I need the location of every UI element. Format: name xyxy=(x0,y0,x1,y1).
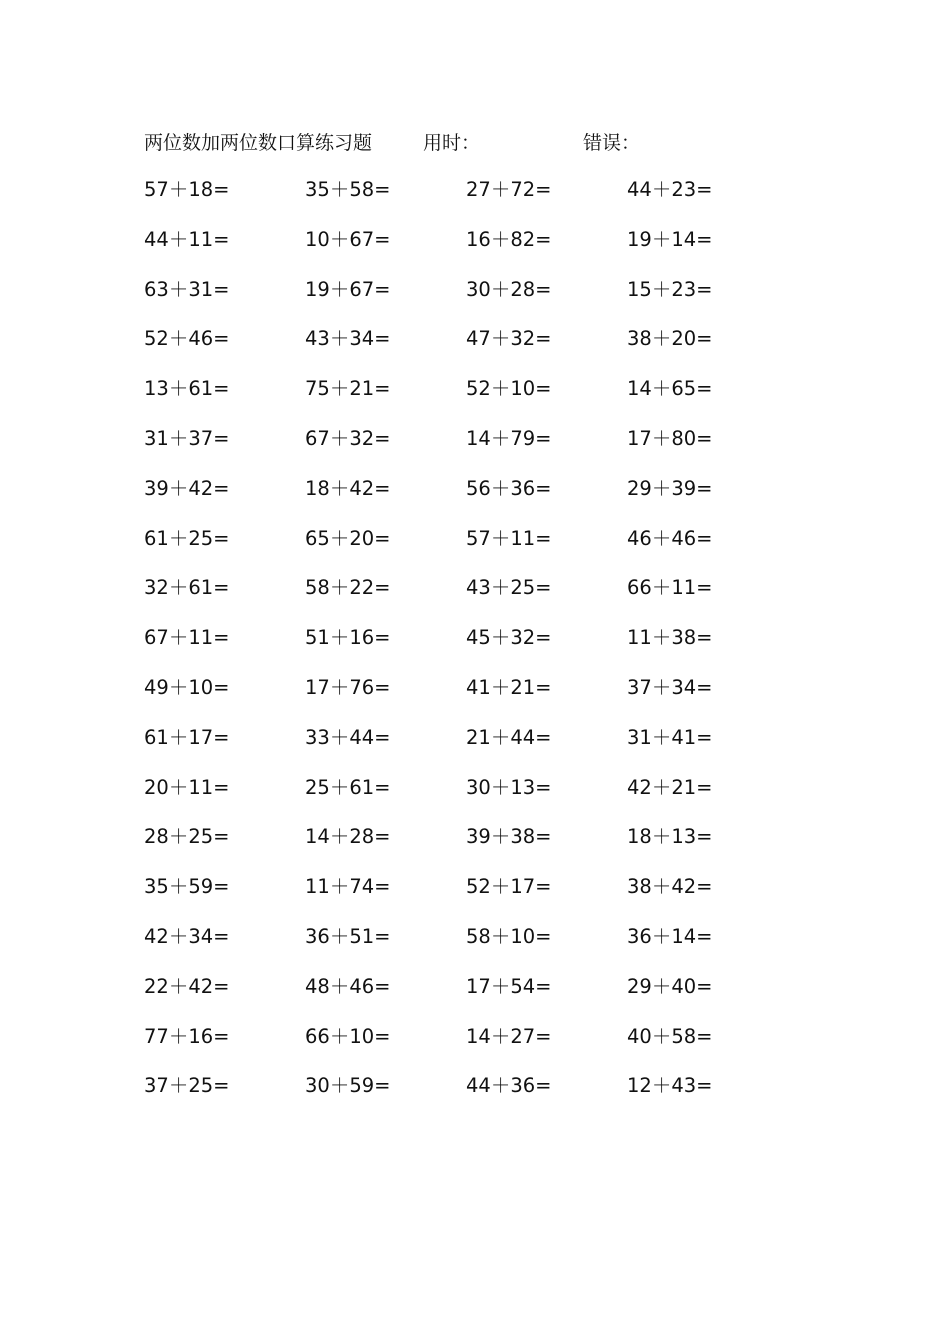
problem-item: 57＋18= xyxy=(144,178,230,201)
problem-item: 20＋11= xyxy=(144,775,230,799)
problem-item: 37＋25= xyxy=(144,1074,230,1098)
problem-item: 21＋44= xyxy=(466,725,552,749)
problem-item: 25＋61= xyxy=(305,775,391,799)
problem-item: 52＋46= xyxy=(144,327,230,351)
problem-item: 58＋10= xyxy=(466,924,552,948)
problem-item: 52＋10= xyxy=(466,377,552,401)
problem-item: 18＋13= xyxy=(627,825,713,849)
problem-item: 42＋21= xyxy=(627,775,713,799)
problem-item: 33＋44= xyxy=(305,725,391,749)
worksheet-title: 两位数加两位数口算练习题 xyxy=(144,132,373,154)
problem-item: 51＋16= xyxy=(305,626,391,650)
problem-item: 14＋27= xyxy=(466,1024,552,1048)
problem-item: 19＋67= xyxy=(305,277,391,301)
problem-item: 43＋34= xyxy=(305,327,391,351)
problem-item: 27＋72= xyxy=(466,178,552,201)
problem-item: 43＋25= xyxy=(466,576,552,600)
problem-item: 30＋28= xyxy=(466,277,552,301)
problem-item: 38＋20= xyxy=(627,327,713,351)
problem-item: 19＋14= xyxy=(627,227,713,251)
problem-item: 38＋42= xyxy=(627,875,713,899)
errors-label: 错误： xyxy=(583,132,641,154)
problem-item: 47＋32= xyxy=(466,327,552,351)
problem-item: 10＋67= xyxy=(305,227,391,251)
problem-item: 35＋58= xyxy=(305,178,391,201)
problem-item: 45＋32= xyxy=(466,626,552,650)
problem-item: 11＋74= xyxy=(305,875,391,899)
problem-item: 44＋11= xyxy=(144,227,230,251)
problem-item: 32＋61= xyxy=(144,576,230,600)
problem-item: 56＋36= xyxy=(466,476,552,500)
problem-item: 39＋38= xyxy=(466,825,552,849)
problem-item: 44＋23= xyxy=(627,178,713,201)
problem-item: 15＋23= xyxy=(627,277,713,301)
problem-item: 77＋16= xyxy=(144,1024,230,1048)
problem-item: 44＋36= xyxy=(466,1074,552,1098)
problem-item: 31＋37= xyxy=(144,426,230,450)
problem-item: 16＋82= xyxy=(466,227,552,251)
problem-item: 29＋39= xyxy=(627,476,713,500)
problem-item: 65＋20= xyxy=(305,526,391,550)
problem-item: 14＋28= xyxy=(305,825,391,849)
problem-item: 30＋13= xyxy=(466,775,552,799)
problem-item: 66＋11= xyxy=(627,576,713,600)
problem-item: 13＋61= xyxy=(144,377,230,401)
problem-item: 40＋58= xyxy=(627,1024,713,1048)
problem-item: 17＋80= xyxy=(627,426,713,450)
problem-item: 58＋22= xyxy=(305,576,391,600)
problem-item: 41＋21= xyxy=(466,675,552,699)
problem-item: 75＋21= xyxy=(305,377,391,401)
problem-item: 31＋41= xyxy=(627,725,713,749)
problem-item: 36＋51= xyxy=(305,924,391,948)
time-used-label: 用时： xyxy=(423,132,481,154)
problem-item: 48＋46= xyxy=(305,974,391,998)
problem-item: 18＋42= xyxy=(305,476,391,500)
problem-item: 57＋11= xyxy=(466,526,552,550)
problem-item: 61＋25= xyxy=(144,526,230,550)
problem-item: 14＋79= xyxy=(466,426,552,450)
problem-item: 39＋42= xyxy=(144,476,230,500)
problem-item: 66＋10= xyxy=(305,1024,391,1048)
problem-item: 42＋34= xyxy=(144,924,230,948)
problem-item: 22＋42= xyxy=(144,974,230,998)
problem-item: 52＋17= xyxy=(466,875,552,899)
problem-item: 17＋54= xyxy=(466,974,552,998)
problem-item: 67＋32= xyxy=(305,426,391,450)
problem-item: 49＋10= xyxy=(144,675,230,699)
problem-item: 12＋43= xyxy=(627,1074,713,1098)
problem-item: 17＋76= xyxy=(305,675,391,699)
problem-item: 46＋46= xyxy=(627,526,713,550)
problem-item: 36＋14= xyxy=(627,924,713,948)
problem-item: 28＋25= xyxy=(144,825,230,849)
problem-item: 37＋34= xyxy=(627,675,713,699)
problem-item: 35＋59= xyxy=(144,875,230,899)
problem-item: 67＋11= xyxy=(144,626,230,650)
problem-item: 11＋38= xyxy=(627,626,713,650)
problem-item: 14＋65= xyxy=(627,377,713,401)
problem-item: 61＋17= xyxy=(144,725,230,749)
problem-item: 30＋59= xyxy=(305,1074,391,1098)
problem-item: 63＋31= xyxy=(144,277,230,301)
problem-grid xyxy=(144,176,844,1122)
problem-item: 29＋40= xyxy=(627,974,713,998)
worksheet-header xyxy=(0,128,950,156)
